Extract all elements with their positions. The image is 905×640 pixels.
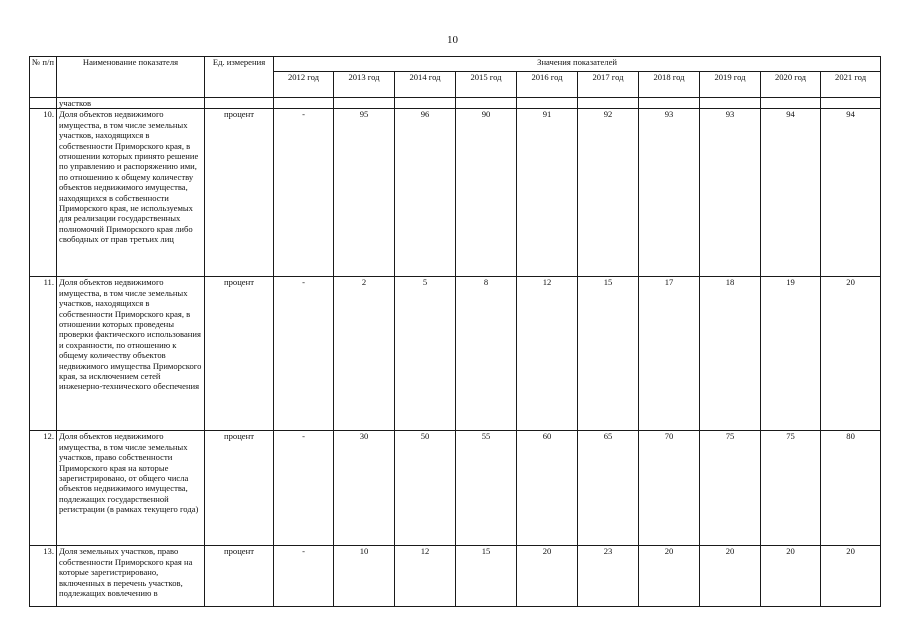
cell-num: 12.	[30, 431, 57, 546]
cell-value: 90	[456, 109, 517, 277]
cell-name: Доля объектов недвижимого имущества, в том числе земельных участков, находящихся в собственности Приморского края, в отношении которых проведены проверки фактического использования и сохранности, по отношению к общему количеству объектов недвижимого имущества Приморского края, за исключением сетей инженерно-технического обеспечения	[57, 277, 205, 431]
cell-value: 65	[578, 431, 639, 546]
cell-name: Доля земельных участков, право собственности Приморского края на которые зарегистрировано, включенных в перечень участков, подлежащих вовлечению в	[57, 546, 205, 607]
cell-value: 19	[761, 277, 821, 431]
cell-unit: процент	[205, 277, 274, 431]
cell-num: 11.	[30, 277, 57, 431]
cell-name: Доля объектов недвижимого имущества, в том числе земельных участков, находящихся в собственности Приморского края, в отношении которых принято решение по управлению и распоряжению ими, по отношению к общему количеству объектов недвижимого имущества, находящихся в собственности Приморского края, не используемых для реализации государственных полномочий Приморского края либо свободных от прав третьих лиц	[57, 109, 205, 277]
cell-value: 15	[578, 277, 639, 431]
cell-value	[274, 98, 334, 109]
cell-value: 12	[395, 546, 456, 607]
cell-value: 15	[456, 546, 517, 607]
header-year: 2019 год	[700, 72, 761, 98]
header-year: 2021 год	[821, 72, 881, 98]
cell-unit: процент	[205, 431, 274, 546]
cell-value: 23	[578, 546, 639, 607]
cell-value: 92	[578, 109, 639, 277]
cell-value	[639, 98, 700, 109]
cell-value: 20	[700, 546, 761, 607]
cell-num: 10.	[30, 109, 57, 277]
cell-value: 12	[517, 277, 578, 431]
cell-value: 91	[517, 109, 578, 277]
cell-value: 20	[761, 546, 821, 607]
page-number: 10	[447, 34, 458, 46]
cell-value: 8	[456, 277, 517, 431]
header-year: 2017 год	[578, 72, 639, 98]
header-num: № п/п	[30, 57, 57, 98]
cell-value: 50	[395, 431, 456, 546]
header-year: 2016 год	[517, 72, 578, 98]
cell-unit	[205, 98, 274, 109]
cell-num	[30, 98, 57, 109]
header-year: 2012 год	[274, 72, 334, 98]
cell-value: -	[274, 431, 334, 546]
table-row	[30, 431, 881, 546]
cell-unit: процент	[205, 546, 274, 607]
cell-value	[395, 98, 456, 109]
cell-value: -	[274, 109, 334, 277]
cell-value	[578, 98, 639, 109]
header-year: 2020 год	[761, 72, 821, 98]
cell-name: Доля объектов недвижимого имущества, в том числе земельных участков, право собственности Приморского края на которые зарегистрировано, от общего числа объектов недвижимого имущества, подлежащих государственной регистрации (в рамках текущего года)	[57, 431, 205, 546]
table-row-continuation	[30, 98, 881, 109]
cell-value: 60	[517, 431, 578, 546]
cell-value: 94	[821, 109, 881, 277]
cell-value: 30	[334, 431, 395, 546]
cell-value: 70	[639, 431, 700, 546]
cell-value: 20	[821, 277, 881, 431]
cell-value: -	[274, 277, 334, 431]
cell-value: 94	[761, 109, 821, 277]
header-unit: Ед. измерения	[205, 57, 274, 98]
cell-value: 75	[761, 431, 821, 546]
cell-value: 18	[700, 277, 761, 431]
cell-value: 10	[334, 546, 395, 607]
cell-value: -	[274, 546, 334, 607]
cell-value	[700, 98, 761, 109]
cell-value: 55	[456, 431, 517, 546]
header-year: 2014 год	[395, 72, 456, 98]
header-year: 2013 год	[334, 72, 395, 98]
cell-value: 20	[821, 546, 881, 607]
cell-value: 20	[639, 546, 700, 607]
table-row	[30, 277, 881, 431]
header-year: 2018 год	[639, 72, 700, 98]
cell-value: 75	[700, 431, 761, 546]
cell-value	[334, 98, 395, 109]
cell-value	[761, 98, 821, 109]
table-row	[30, 546, 881, 607]
cell-value: 96	[395, 109, 456, 277]
cell-value: 93	[700, 109, 761, 277]
cell-name: участков	[57, 98, 205, 109]
cell-value: 80	[821, 431, 881, 546]
cell-value: 5	[395, 277, 456, 431]
cell-value	[517, 98, 578, 109]
cell-value: 17	[639, 277, 700, 431]
cell-value: 95	[334, 109, 395, 277]
header-values-group: Значения показателей	[274, 57, 881, 72]
cell-value	[821, 98, 881, 109]
cell-unit: процент	[205, 109, 274, 277]
indicators-table	[29, 56, 881, 607]
cell-value: 2	[334, 277, 395, 431]
cell-value: 20	[517, 546, 578, 607]
cell-value	[456, 98, 517, 109]
header-name: Наименование показателя	[57, 57, 205, 98]
table-row	[30, 109, 881, 277]
cell-num: 13.	[30, 546, 57, 607]
cell-value: 93	[639, 109, 700, 277]
header-year: 2015 год	[456, 72, 517, 98]
